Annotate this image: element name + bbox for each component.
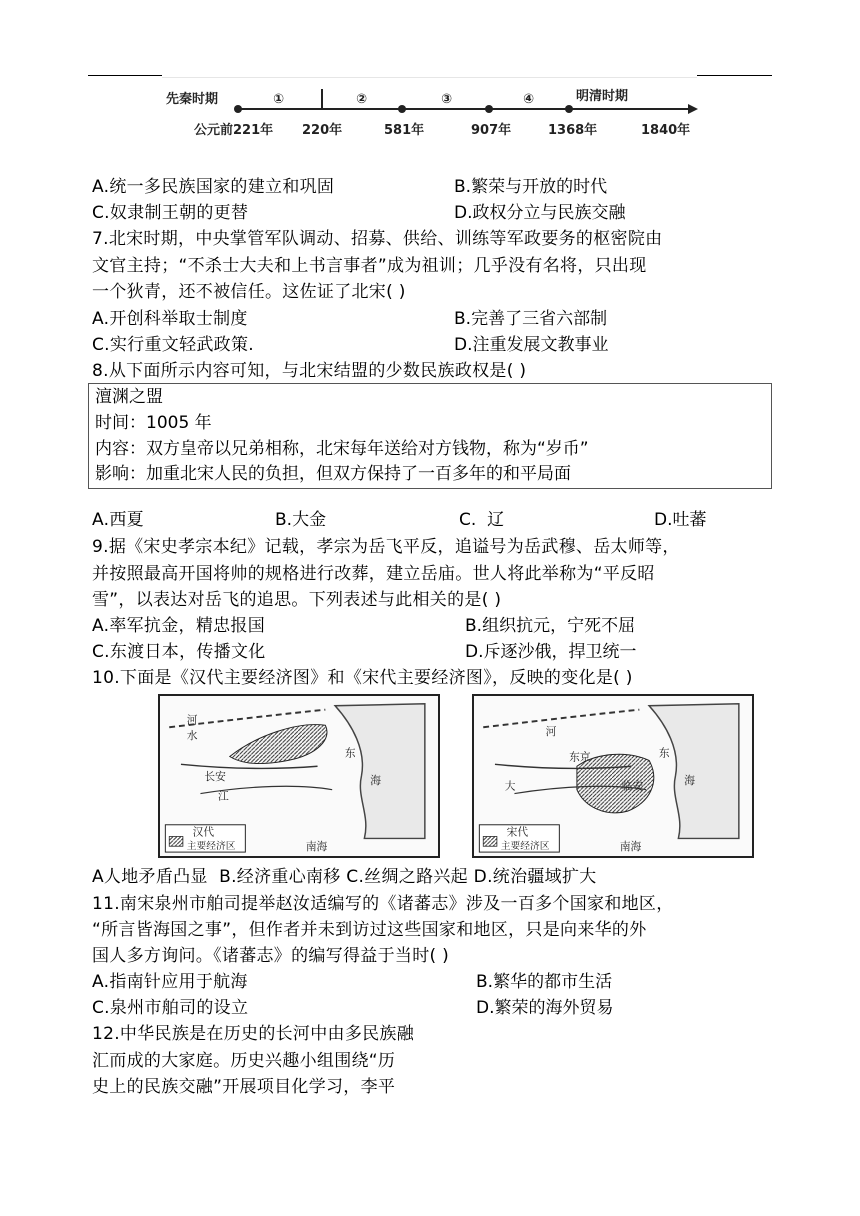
han-map-label-changan: 长安 — [204, 769, 226, 783]
q11-option-b: B.繁华的都市生活 — [476, 972, 613, 992]
q11-option-d: D.繁荣的海外贸易 — [476, 998, 614, 1018]
timeline-dot — [565, 105, 573, 113]
song-legend-title: 宋代 — [506, 825, 529, 839]
timeline-date-2: 220年 — [302, 123, 343, 138]
timeline-period-end: 明清时期 — [576, 89, 629, 104]
q11-option-c: C.泉州市舶司的设立 — [92, 998, 249, 1018]
header-rule-faint — [162, 77, 697, 78]
q6-option-a: A.统一多民族国家的建立和巩固 — [92, 177, 335, 197]
q9-stem-line-1: 9.据《宋史孝宗本纪》记载，孝宗为岳飞平反，追谥号为岳武穆、岳太师等， — [92, 537, 680, 557]
timeline-dot — [485, 105, 493, 113]
song-map-label-sea: 海 — [684, 773, 695, 787]
song-legend-swatch — [483, 836, 497, 846]
han-map-label-sea: 海 — [370, 773, 381, 787]
q9-option-b: B.组织抗元，宁死不屈 — [465, 616, 636, 636]
q8-stem: 8.从下面所示内容可知，与北宋结盟的少数民族政权是( ) — [92, 361, 527, 381]
q6-option-d: D.政权分立与民族交融 — [454, 203, 626, 223]
song-map-label-south-sea: 南海 — [619, 840, 642, 854]
han-map-label-jiang: 江 — [218, 789, 229, 803]
q9-stem-line-3: 雪”，以表达对岳飞的追思。下列表述与此相关的是( ) — [92, 590, 502, 610]
q8-option-d: D.吐蕃 — [654, 510, 707, 530]
han-economic-zone — [230, 725, 327, 764]
timeline-date-3: 581年 — [384, 123, 425, 138]
q10-options: A人地矛盾凸显 B.经济重心南移 C.丝绸之路兴起 D.统治疆域扩大 — [92, 867, 597, 887]
song-map-border — [483, 710, 639, 728]
timeline-slot-4: ④ — [523, 92, 535, 107]
timeline-date-6: 1840年 — [641, 123, 691, 138]
timeline-date-1: 公元前221年 — [194, 123, 274, 138]
han-map-sea — [335, 704, 425, 839]
q11-stem-line-3: 国人多方询问。《诸蕃志》的编写得益于当时( ) — [92, 946, 450, 966]
q11-stem-line-1: 11.南宋泉州市舶司提举赵汝适编写的《诸蕃志》涉及一百多个国家和地区， — [92, 894, 674, 914]
song-map-label-da: 大 — [504, 779, 516, 793]
song-legend-label: 主要经济区 — [500, 841, 550, 853]
q7-option-c: C.实行重文轻武政策. — [92, 335, 254, 355]
song-map-label-dongjing: 东京 — [569, 750, 591, 764]
han-map-label-east: 东 — [344, 746, 356, 760]
timeline-dot — [234, 105, 242, 113]
q8-option-c: C. 辽 — [459, 510, 505, 530]
timeline-dot — [398, 105, 406, 113]
q12-stem-line-2: 汇而成的大家庭。历史兴趣小组围绕“历 — [92, 1051, 396, 1071]
timeline-slot-2: ② — [356, 92, 368, 107]
q8-box-title: 澶渊之盟 — [95, 387, 163, 407]
q7-stem-line-1: 7.北宋时期，中央掌管军队调动、招募、供给、训练等军政要务的枢密院由 — [92, 229, 663, 249]
han-map-river — [181, 764, 318, 768]
q9-stem-line-2: 并按照最高开国将帅的规格进行改葬，建立岳庙。世人将此举称为“平反昭 — [92, 564, 655, 584]
timeline-date-5: 1368年 — [548, 123, 598, 138]
q9-option-d: D.斥逐沙俄，捍卫统一 — [465, 642, 637, 662]
timeline-slot-1: ① — [273, 92, 285, 107]
timeline-arrow — [688, 104, 698, 114]
timeline-period-start: 先秦时期 — [166, 92, 219, 107]
han-legend-swatch — [169, 836, 183, 846]
q11-stem-line-2: “所言皆海国之事”，但作者并未到访过这些国家和地区，只是向来华的外 — [92, 920, 647, 940]
timeline-date-4: 907年 — [471, 123, 512, 138]
han-economy-map — [158, 694, 440, 858]
han-legend-title: 汉代 — [192, 825, 215, 839]
q7-stem-line-2: 文官主持；“不杀士大夫和上书言事者”成为祖训；几乎没有名将，只出现 — [92, 256, 647, 276]
q8-box-time: 时间：1005 年 — [95, 413, 212, 433]
q7-stem-line-3: 一个狄青，还不被信任。这佐证了北宋( ) — [92, 282, 406, 302]
q11-option-a: A.指南针应用于航海 — [92, 972, 248, 992]
header-rule-left — [88, 75, 162, 76]
q10-stem: 10.下面是《汉代主要经济图》和《宋代主要经济图》，反映的变化是( ) — [92, 668, 633, 688]
q7-option-b: B.完善了三省六部制 — [454, 309, 608, 329]
song-map-sea — [649, 704, 739, 839]
timeline-slot-3: ③ — [441, 92, 453, 107]
song-map-label-river: 河 — [545, 725, 557, 739]
timeline-figure — [160, 82, 700, 144]
header-rule-right — [697, 75, 772, 76]
han-legend-label: 主要经济区 — [186, 841, 236, 853]
q6-option-b: B.繁荣与开放的时代 — [454, 177, 608, 197]
q6-option-c: C.奴隶制王朝的更替 — [92, 203, 249, 223]
han-map-label-water: 水 — [186, 728, 198, 742]
q7-option-d: D.注重发展文教事业 — [454, 335, 609, 355]
q8-info-box — [88, 383, 772, 489]
q9-option-c: C.东渡日本，传播文化 — [92, 642, 266, 662]
song-economy-map — [472, 694, 754, 858]
q8-option-a: A.西夏 — [92, 510, 144, 530]
han-map-label-south-sea: 南海 — [305, 840, 328, 854]
q8-box-impact: 影响：加重北宋人民的负担，但双方保持了一百多年的和平局面 — [95, 464, 571, 484]
song-map-label-linan: 临安 — [621, 779, 644, 793]
q12-stem-line-3: 史上的民族交融”开展项目化学习，李平 — [92, 1077, 396, 1097]
q12-stem-line-1: 12.中华民族是在历史的长河中由多民族融 — [92, 1024, 415, 1044]
q8-box-content: 内容：双方皇帝以兄弟相称，北宋每年送给对方钱物，称为“岁币” — [95, 439, 589, 459]
song-map-label-east: 东 — [658, 746, 670, 760]
han-map-label-river: 河 — [186, 713, 198, 727]
q7-option-a: A.开创科举取士制度 — [92, 309, 248, 329]
q9-option-a: A.率军抗金，精忠报国 — [92, 616, 266, 636]
q8-option-b: B.大金 — [275, 510, 327, 530]
